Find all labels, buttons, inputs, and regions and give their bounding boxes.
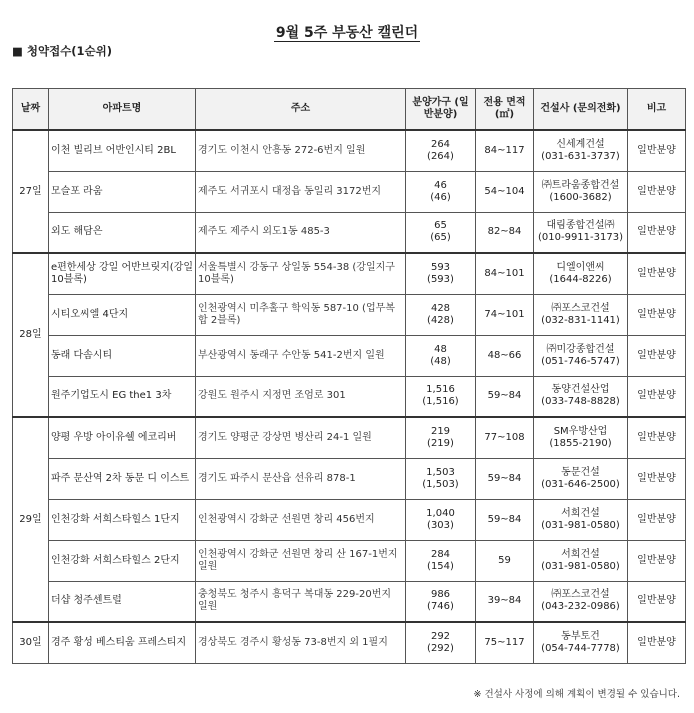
note-cell: 일반분양 bbox=[628, 499, 686, 540]
area-cell: 59~84 bbox=[476, 458, 534, 499]
table-row bbox=[13, 171, 686, 212]
units-cell bbox=[406, 622, 476, 663]
units-cell bbox=[406, 212, 476, 253]
builder-cell bbox=[534, 130, 628, 171]
units-total: 48 bbox=[434, 343, 447, 355]
units-total: 1,503 bbox=[426, 466, 455, 478]
area-cell: 75~117 bbox=[476, 622, 534, 663]
builder-phone: (054-744-7778) bbox=[541, 642, 620, 654]
units-general: (1,516) bbox=[422, 396, 459, 408]
units-total: 219 bbox=[430, 425, 451, 437]
note-cell: 일반분양 bbox=[628, 294, 686, 335]
address-cell: 경기도 이천시 안흥동 272-6번지 일원 bbox=[196, 130, 406, 171]
units-cell bbox=[406, 376, 476, 417]
units-cell bbox=[406, 540, 476, 581]
builder-cell bbox=[534, 335, 628, 376]
apt-name-cell: 더샵 청주센트럴 bbox=[49, 581, 196, 622]
units-cell bbox=[406, 130, 476, 171]
builder-cell bbox=[534, 581, 628, 622]
area-cell: 77~108 bbox=[476, 417, 534, 458]
address-cell: 경기도 양평군 강상면 병산리 24-1 일원 bbox=[196, 417, 406, 458]
units-general: (746) bbox=[427, 601, 454, 613]
builder-phone: (010-9911-3173) bbox=[537, 232, 623, 244]
builder-phone: (032-831-1141) bbox=[541, 314, 620, 326]
address-cell: 인천광역시 미추홀구 학익동 587-10 (업무복합 2블록) bbox=[196, 294, 406, 335]
builder-phone: (031-981-0580) bbox=[541, 560, 620, 572]
address-cell: 충청북도 청주시 흥덕구 복대동 229-20번지 일원 bbox=[196, 581, 406, 622]
apt-name-cell: 외도 해담은 bbox=[49, 212, 196, 253]
units-general: (219) bbox=[427, 437, 454, 449]
note-cell: 일반분양 bbox=[628, 540, 686, 581]
builder-name: ㈜포스코건설 bbox=[551, 302, 610, 314]
units-cell bbox=[406, 253, 476, 294]
header-row bbox=[13, 89, 686, 131]
note-cell: 일반분양 bbox=[628, 335, 686, 376]
note-cell: 일반분양 bbox=[628, 212, 686, 253]
units-total: 284 bbox=[430, 548, 451, 560]
table-row bbox=[13, 376, 686, 417]
units-general: (46) bbox=[430, 191, 451, 203]
units-total: 1,516 bbox=[426, 384, 455, 396]
date-cell: 30일 bbox=[13, 622, 49, 663]
builder-phone: (1600-3682) bbox=[549, 191, 612, 203]
header-date: 날짜 bbox=[13, 89, 49, 131]
apt-name-cell: e편한세상 강일 어반브릿지(강일10블록) bbox=[49, 253, 196, 294]
note-cell: 일반분양 bbox=[628, 130, 686, 171]
units-cell bbox=[406, 458, 476, 499]
builder-name: 신세계건설 bbox=[556, 138, 605, 150]
units-general: (264) bbox=[427, 150, 454, 162]
note-cell: 일반분양 bbox=[628, 622, 686, 663]
builder-name: ㈜트라움종합건설 bbox=[541, 179, 620, 191]
builder-cell bbox=[534, 294, 628, 335]
units-general: (428) bbox=[427, 314, 454, 326]
area-cell: 54~104 bbox=[476, 171, 534, 212]
builder-name: ㈜미강종합건설 bbox=[546, 343, 615, 355]
note-cell: 일반분양 bbox=[628, 376, 686, 417]
units-cell bbox=[406, 417, 476, 458]
table-row bbox=[13, 581, 686, 622]
date-cell: 28일 bbox=[13, 253, 49, 417]
area-cell: 48~66 bbox=[476, 335, 534, 376]
units-total: 292 bbox=[430, 630, 451, 642]
builder-phone: (031-981-0580) bbox=[541, 519, 620, 531]
calendar-table bbox=[12, 88, 686, 664]
builder-cell bbox=[534, 499, 628, 540]
builder-phone: (043-232-0986) bbox=[541, 601, 620, 613]
units-cell bbox=[406, 171, 476, 212]
builder-name: 동양건설산업 bbox=[551, 384, 610, 396]
note-cell: 일반분양 bbox=[628, 171, 686, 212]
builder-cell bbox=[534, 417, 628, 458]
units-general: (303) bbox=[427, 519, 454, 531]
builder-name: SM우방산업 bbox=[553, 425, 608, 437]
header-apt: 아파트명 bbox=[49, 89, 196, 131]
table-row bbox=[13, 253, 686, 294]
table-row bbox=[13, 417, 686, 458]
address-cell: 제주도 제주시 외도1동 485-3 bbox=[196, 212, 406, 253]
builder-name: 서희건설 bbox=[561, 548, 600, 560]
address-cell: 경상북도 경주시 황성동 73-8번지 외 1필지 bbox=[196, 622, 406, 663]
date-cell: 29일 bbox=[13, 417, 49, 622]
area-cell: 39~84 bbox=[476, 581, 534, 622]
table-row bbox=[13, 294, 686, 335]
table-row bbox=[13, 622, 686, 663]
page-title: 9월 5주 부동산 캘린더 bbox=[275, 25, 419, 41]
table-row bbox=[13, 458, 686, 499]
units-general: (48) bbox=[430, 355, 451, 367]
area-cell: 59~84 bbox=[476, 376, 534, 417]
header-builder: 건설사 (문의전화) bbox=[534, 89, 628, 131]
area-cell: 59~84 bbox=[476, 499, 534, 540]
address-cell: 제주도 서귀포시 대정읍 동일리 3172번지 bbox=[196, 171, 406, 212]
table-row bbox=[13, 130, 686, 171]
address-cell: 인천광역시 강화군 선원면 창리 456번지 bbox=[196, 499, 406, 540]
builder-cell bbox=[534, 540, 628, 581]
builder-phone: (1644-8226) bbox=[549, 273, 612, 285]
table-row bbox=[13, 212, 686, 253]
units-total: 264 bbox=[430, 138, 451, 150]
builder-name: 서희건설 bbox=[561, 507, 600, 519]
note-cell: 일반분양 bbox=[628, 581, 686, 622]
units-total: 46 bbox=[434, 179, 447, 191]
builder-phone: (031-646-2500) bbox=[541, 478, 620, 490]
apt-name-cell: 경주 황성 베스티움 프레스티지 bbox=[49, 622, 196, 663]
footnote: ※ 건설사 사정에 의해 계획이 변경될 수 있습니다. bbox=[473, 689, 680, 700]
units-total: 986 bbox=[430, 589, 451, 601]
builder-cell bbox=[534, 458, 628, 499]
header-units: 분양가구 (일반분양) bbox=[406, 89, 476, 131]
builder-cell bbox=[534, 212, 628, 253]
apt-name-cell: 이천 빌리브 어반인시티 2BL bbox=[49, 130, 196, 171]
area-cell: 82~84 bbox=[476, 212, 534, 253]
header-note: 비고 bbox=[628, 89, 686, 131]
builder-phone: (033-748-8828) bbox=[541, 396, 620, 408]
apt-name-cell: 모슬포 라움 bbox=[49, 171, 196, 212]
section-label: ■ 청약접수(1순위) bbox=[12, 44, 113, 58]
builder-name: 디엘이앤씨 bbox=[556, 261, 605, 273]
note-cell: 일반분양 bbox=[628, 253, 686, 294]
builder-cell bbox=[534, 253, 628, 294]
units-cell bbox=[406, 294, 476, 335]
apt-name-cell: 인천강화 서희스타힐스 1단지 bbox=[49, 499, 196, 540]
builder-cell bbox=[534, 171, 628, 212]
units-cell bbox=[406, 499, 476, 540]
apt-name-cell: 원주기업도시 EG the1 3차 bbox=[49, 376, 196, 417]
address-cell: 경기도 파주시 문산읍 선유리 878-1 bbox=[196, 458, 406, 499]
area-cell: 74~101 bbox=[476, 294, 534, 335]
builder-cell bbox=[534, 622, 628, 663]
apt-name-cell: 양평 우방 아이유쉘 에코리버 bbox=[49, 417, 196, 458]
area-cell: 84~101 bbox=[476, 253, 534, 294]
units-general: (1,503) bbox=[422, 478, 459, 490]
note-cell: 일반분양 bbox=[628, 417, 686, 458]
address-cell: 부산광역시 동래구 수안동 541-2번지 일원 bbox=[196, 335, 406, 376]
header-area: 전용 면적 (㎡) bbox=[476, 89, 534, 131]
address-cell: 서울특별시 강동구 상일동 554-38 (강일지구 10블록) bbox=[196, 253, 406, 294]
note-cell: 일반분양 bbox=[628, 458, 686, 499]
builder-name: 동부토건 bbox=[561, 630, 600, 642]
area-cell: 59 bbox=[476, 540, 534, 581]
builder-name: 동문건설 bbox=[561, 466, 600, 478]
builder-phone: (051-746-5747) bbox=[541, 355, 620, 367]
apt-name-cell: 시티오씨엘 4단지 bbox=[49, 294, 196, 335]
units-total: 593 bbox=[430, 261, 451, 273]
units-general: (154) bbox=[427, 560, 454, 572]
units-general: (65) bbox=[430, 232, 451, 244]
area-cell: 84~117 bbox=[476, 130, 534, 171]
builder-phone: (1855-2190) bbox=[549, 437, 612, 449]
builder-name: ㈜포스코건설 bbox=[551, 589, 610, 601]
builder-phone: (031-631-3737) bbox=[541, 150, 620, 162]
units-general: (593) bbox=[427, 273, 454, 285]
units-cell bbox=[406, 581, 476, 622]
units-total: 65 bbox=[434, 220, 447, 232]
units-cell bbox=[406, 335, 476, 376]
builder-name: 대림종합건설㈜ bbox=[546, 220, 615, 232]
units-total: 1,040 bbox=[426, 507, 455, 519]
units-total: 428 bbox=[430, 302, 451, 314]
table-row bbox=[13, 540, 686, 581]
date-cell: 27일 bbox=[13, 130, 49, 253]
apt-name-cell: 동래 다솜시티 bbox=[49, 335, 196, 376]
apt-name-cell: 파주 문산역 2차 동문 디 이스트 bbox=[49, 458, 196, 499]
apt-name-cell: 인천강화 서희스타힐스 2단지 bbox=[49, 540, 196, 581]
builder-cell bbox=[534, 376, 628, 417]
table-row bbox=[13, 499, 686, 540]
table-row bbox=[13, 335, 686, 376]
address-cell: 강원도 원주시 지정면 조엄로 301 bbox=[196, 376, 406, 417]
address-cell: 인천광역시 강화군 선원면 창리 산 167-1번지 일원 bbox=[196, 540, 406, 581]
header-address: 주소 bbox=[196, 89, 406, 131]
units-general: (292) bbox=[427, 642, 454, 654]
